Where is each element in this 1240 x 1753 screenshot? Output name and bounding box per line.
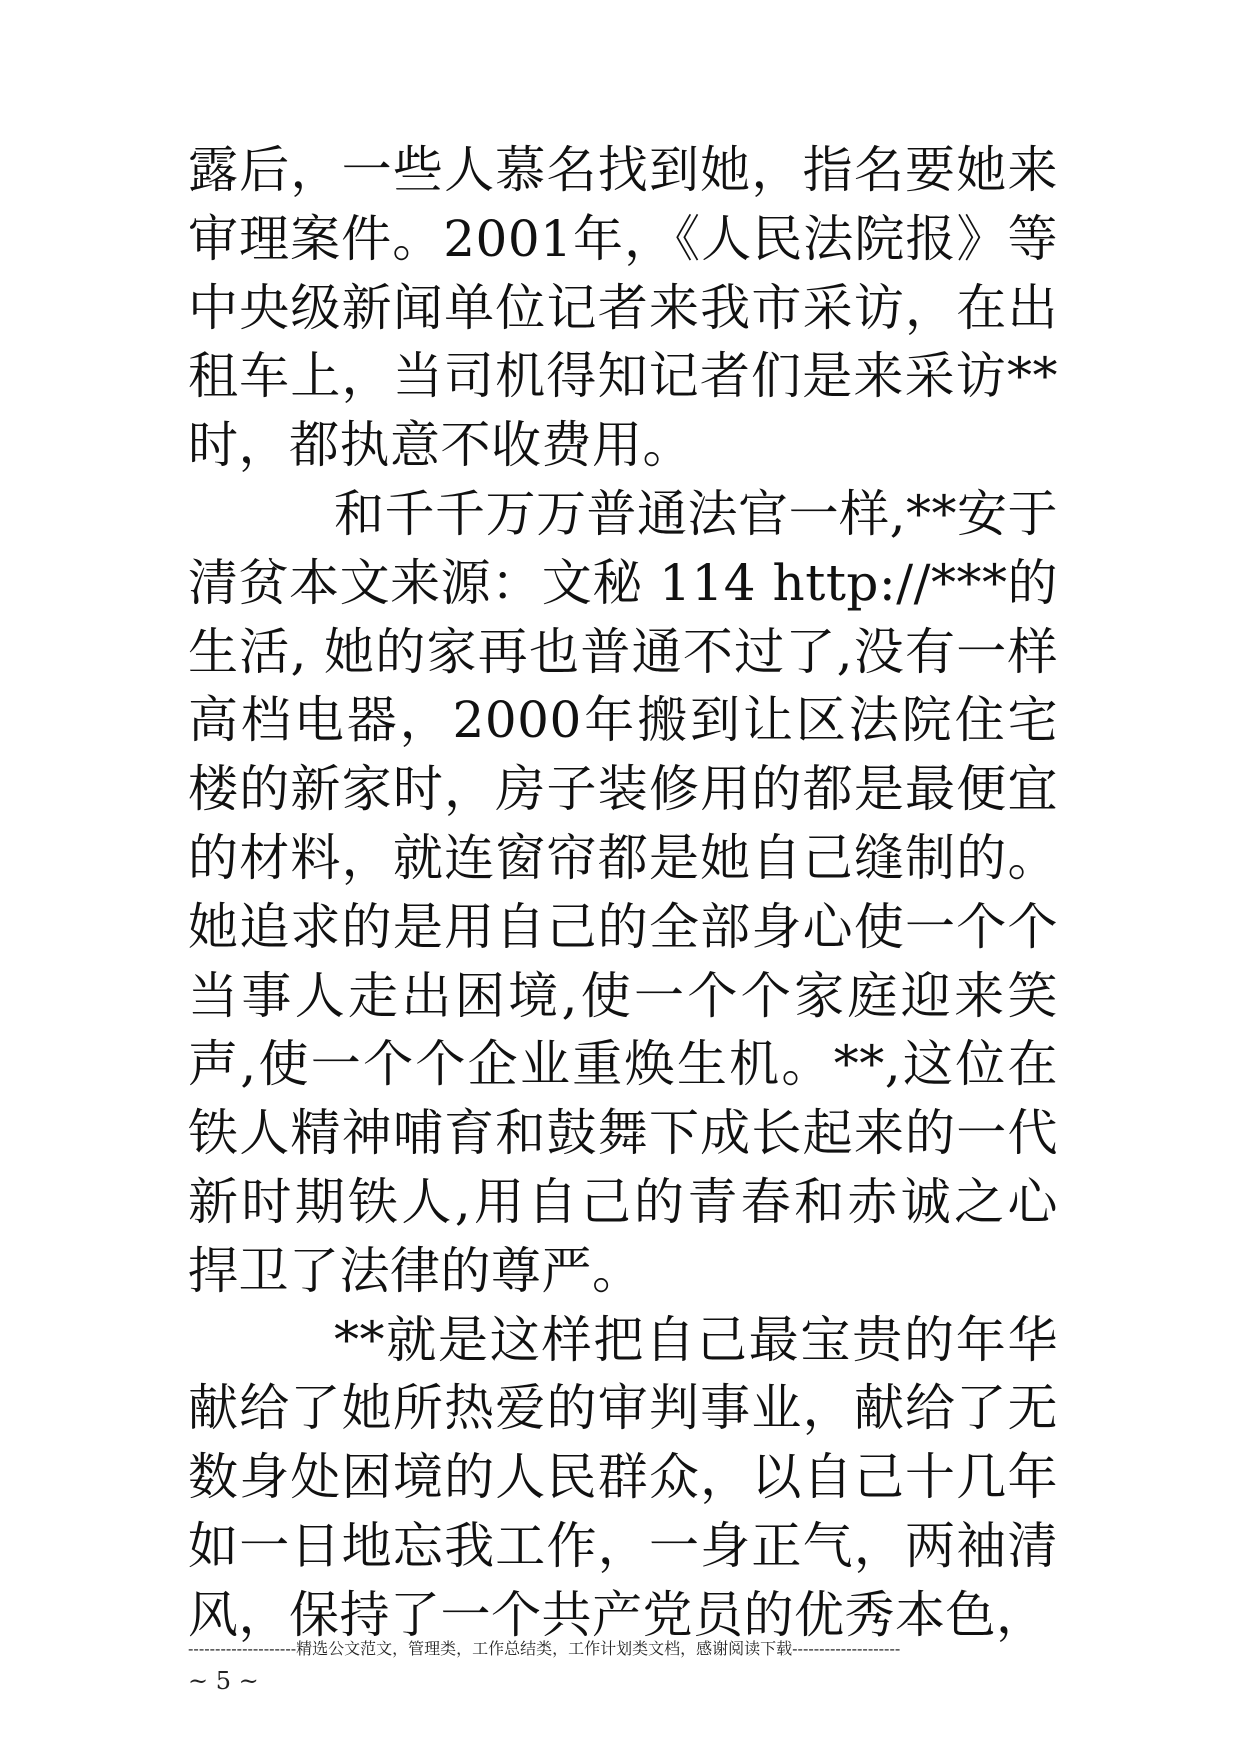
paragraph-3: **就是这样把自己最宝贵的年华献给了她所热爱的审判事业，献给了无数身处困境的人民群众，以自己十几年如一日地忘我工作，一身正气，两袖清风，保持了一个共产党员的优秀本色， xyxy=(188,1310,1058,1644)
document-body xyxy=(188,136,1058,1650)
page-number: ~ 5 ~ xyxy=(188,1667,259,1695)
paragraph-1: 露后，一些人慕名找到她，指名要她来审理案件。2001年，《人民法院报》等中央级新闻单位记者来我市采访，在出租车上，当司机得知记者们是来采访**时，都执意不收费用。 xyxy=(188,141,1058,475)
footer-note: --------------------精选公文范文，管理类，工作总结类，工作计划类文档，感谢阅读下载-------------------- xyxy=(188,1639,901,1658)
paragraph-2: 和千千万万普通法官一样,**安于清贫本文来源：文秘 114 http://***的生活, 她的家再也普通不过了,没有一样高档电器，2000年搬到让区法院住宅楼的新家时，房子装修用的都是最便宜的材料，就连窗帘都是她自己缝制的。她追求的是用自己的全部身心使一个个当事人走出困境,使一个个家庭迎来笑声,使一个个企业重焕生机。**,这位在铁人精神哺育和鼓舞下成长起来的一代新时期铁人,用自己的青春和赤诚之心捍卫了法律的尊严。 xyxy=(188,484,1058,1300)
